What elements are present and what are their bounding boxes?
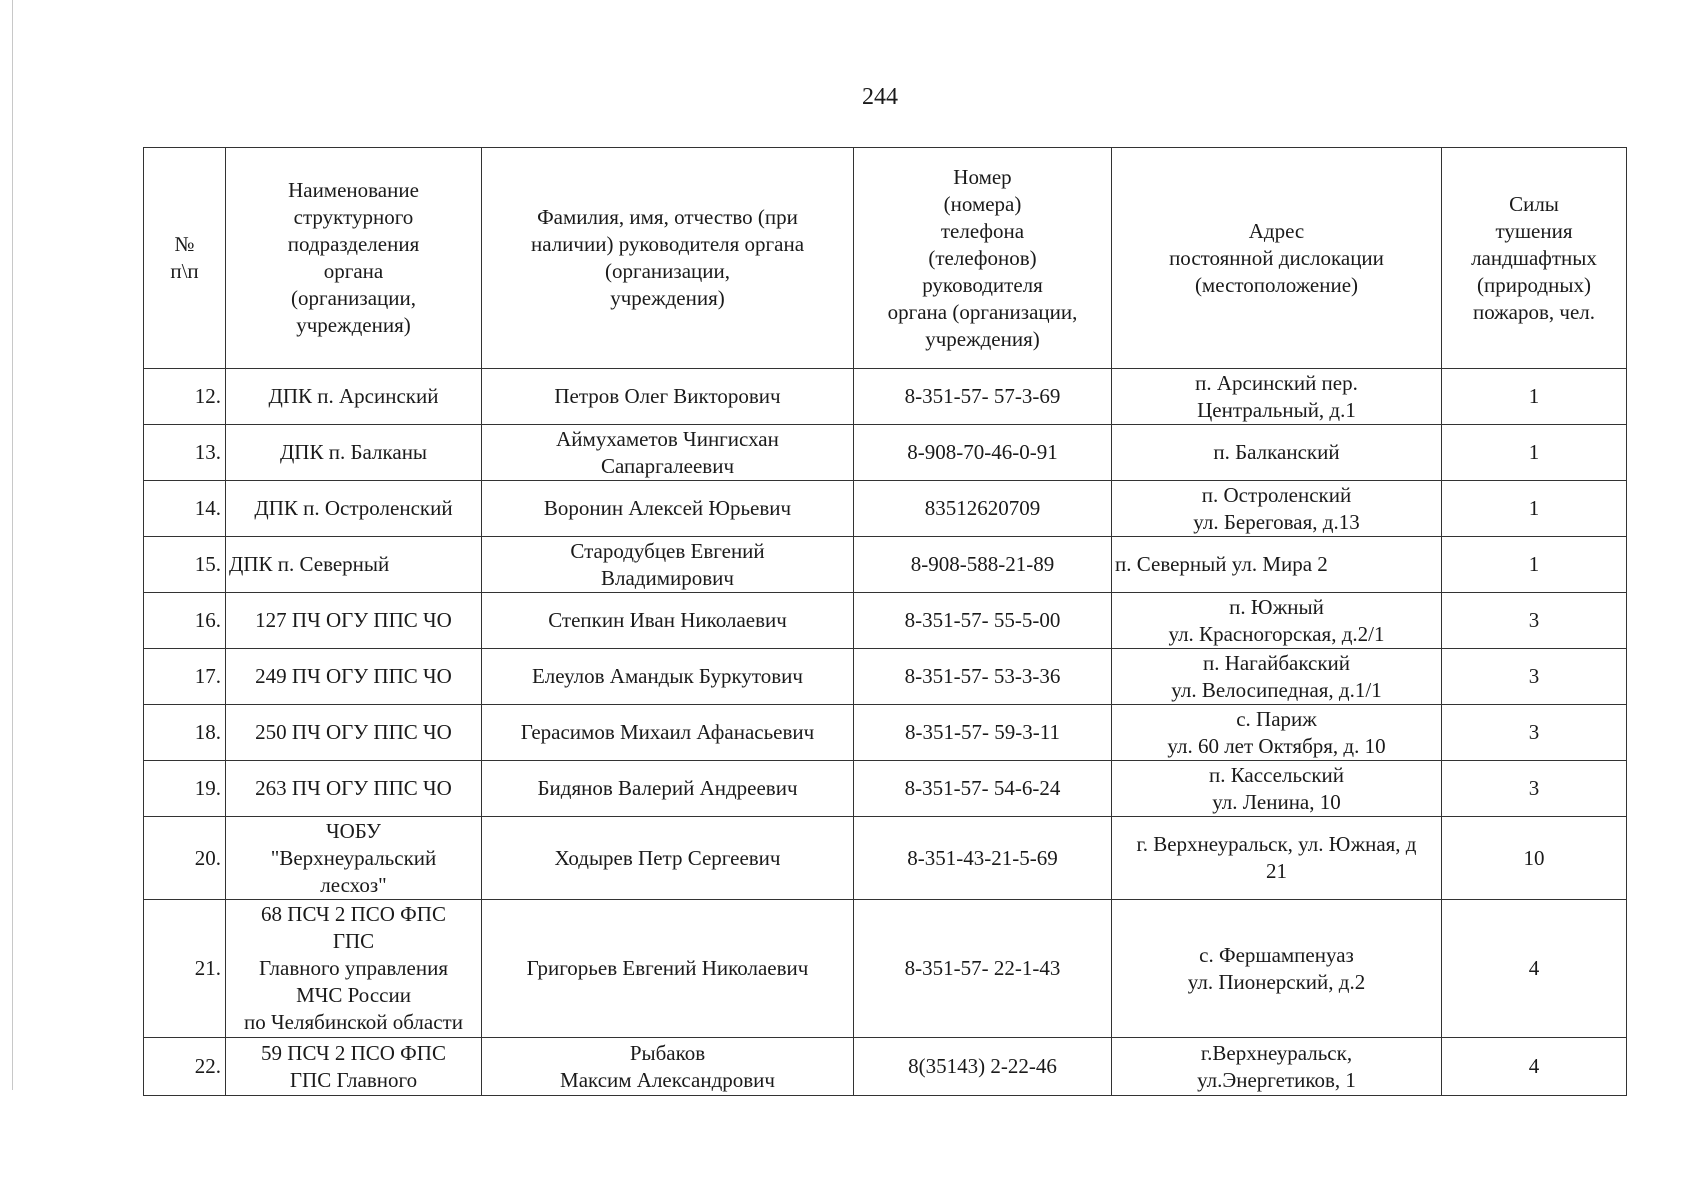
row-number: 19.: [144, 761, 226, 817]
row-forces: 4: [1442, 1038, 1627, 1096]
row-address: с. Париж ул. 60 лет Октября, д. 10: [1112, 705, 1442, 761]
row-unit-name: ДПК п. Остроленский: [226, 481, 482, 537]
row-forces: 3: [1442, 761, 1627, 817]
row-forces: 1: [1442, 425, 1627, 481]
table-header-row: [144, 148, 1627, 369]
row-unit-name: ДПК п. Северный: [226, 537, 482, 593]
row-head-name: Герасимов Михаил Афанасьевич: [482, 705, 854, 761]
table-row: [144, 649, 1627, 705]
row-forces: 3: [1442, 705, 1627, 761]
row-head-name: Рыбаков Максим Александрович: [482, 1038, 854, 1096]
row-head-name: Елеулов Амандык Буркутович: [482, 649, 854, 705]
table-row: [144, 425, 1627, 481]
header-forces: Силы тушения ландшафтных (природных) пожаров, чел.: [1442, 148, 1627, 369]
row-phone: 8-351-57- 57-3-69: [854, 369, 1112, 425]
row-head-name: Ходырев Петр Сергеевич: [482, 817, 854, 900]
row-address: п. Балканский: [1112, 425, 1442, 481]
row-number: 15.: [144, 537, 226, 593]
row-head-name: Стародубцев Евгений Владимирович: [482, 537, 854, 593]
table-row: [144, 705, 1627, 761]
row-head-name: Степкин Иван Николаевич: [482, 593, 854, 649]
row-phone: 8-351-57- 54-6-24: [854, 761, 1112, 817]
row-phone: 8-351-57- 59-3-11: [854, 705, 1112, 761]
row-number: 20.: [144, 817, 226, 900]
row-head-name: Григорьев Евгений Николаевич: [482, 900, 854, 1038]
header-number: № п\п: [144, 148, 226, 369]
row-address: п. Остроленский ул. Береговая, д.13: [1112, 481, 1442, 537]
row-forces: 4: [1442, 900, 1627, 1038]
row-unit-name: 59 ПСЧ 2 ПСО ФПС ГПС Главного: [226, 1038, 482, 1096]
row-head-name: Бидянов Валерий Андреевич: [482, 761, 854, 817]
row-unit-name: ЧОБУ "Верхнеуральский лесхоз": [226, 817, 482, 900]
table-row: [144, 817, 1627, 900]
row-forces: 3: [1442, 593, 1627, 649]
row-phone: 8(35143) 2-22-46: [854, 1038, 1112, 1096]
row-phone: 8-908-588-21-89: [854, 537, 1112, 593]
row-address: п. Южный ул. Красногорская, д.2/1: [1112, 593, 1442, 649]
fire-forces-table: [143, 147, 1627, 1096]
scan-edge-line: [12, 0, 13, 1090]
header-address: Адрес постоянной дислокации (местоположение): [1112, 148, 1442, 369]
row-unit-name: 249 ПЧ ОГУ ППС ЧО: [226, 649, 482, 705]
row-forces: 1: [1442, 369, 1627, 425]
row-forces: 3: [1442, 649, 1627, 705]
header-unit-name: Наименование структурного подразделения органа (организации, учреждения): [226, 148, 482, 369]
row-address: г.Верхнеуральск, ул.Энергетиков, 1: [1112, 1038, 1442, 1096]
row-phone: 8-351-57- 55-5-00: [854, 593, 1112, 649]
row-phone: 8-908-70-46-0-91: [854, 425, 1112, 481]
row-unit-name: 263 ПЧ ОГУ ППС ЧО: [226, 761, 482, 817]
table-row: [144, 761, 1627, 817]
table-row: [144, 481, 1627, 537]
row-number: 16.: [144, 593, 226, 649]
row-address: с. Фершампенуаз ул. Пионерский, д.2: [1112, 900, 1442, 1038]
row-address: г. Верхнеуральск, ул. Южная, д 21: [1112, 817, 1442, 900]
row-head-name: Аймухаметов Чингисхан Сапаргалеевич: [482, 425, 854, 481]
row-unit-name: 250 ПЧ ОГУ ППС ЧО: [226, 705, 482, 761]
row-address: п. Арсинский пер. Центральный, д.1: [1112, 369, 1442, 425]
row-forces: 1: [1442, 537, 1627, 593]
row-unit-name: ДПК п. Арсинский: [226, 369, 482, 425]
row-number: 21.: [144, 900, 226, 1038]
table-row: [144, 900, 1627, 1038]
row-head-name: Петров Олег Викторович: [482, 369, 854, 425]
row-number: 13.: [144, 425, 226, 481]
row-phone: 8-351-57- 22-1-43: [854, 900, 1112, 1038]
row-head-name: Воронин Алексей Юрьевич: [482, 481, 854, 537]
row-address: п. Нагайбакский ул. Велосипедная, д.1/1: [1112, 649, 1442, 705]
header-head-name: Фамилия, имя, отчество (при наличии) руководителя органа (организации, учреждения): [482, 148, 854, 369]
row-forces: 10: [1442, 817, 1627, 900]
row-number: 18.: [144, 705, 226, 761]
header-phone: Номер (номера) телефона (телефонов) руководителя органа (организации, учреждения): [854, 148, 1112, 369]
row-number: 14.: [144, 481, 226, 537]
page-number: 244: [862, 84, 898, 110]
row-number: 17.: [144, 649, 226, 705]
table-row: [144, 593, 1627, 649]
row-number: 12.: [144, 369, 226, 425]
row-number: 22.: [144, 1038, 226, 1096]
row-phone: 8-351-57- 53-3-36: [854, 649, 1112, 705]
table-row: [144, 537, 1627, 593]
table-row: [144, 369, 1627, 425]
row-forces: 1: [1442, 481, 1627, 537]
row-unit-name: ДПК п. Балканы: [226, 425, 482, 481]
row-unit-name: 68 ПСЧ 2 ПСО ФПС ГПС Главного управления МЧС России по Челябинской области: [226, 900, 482, 1038]
row-phone: 8-351-43-21-5-69: [854, 817, 1112, 900]
table-row: [144, 1038, 1627, 1096]
row-unit-name: 127 ПЧ ОГУ ППС ЧО: [226, 593, 482, 649]
row-phone: 83512620709: [854, 481, 1112, 537]
row-address: п. Кассельский ул. Ленина, 10: [1112, 761, 1442, 817]
row-address: п. Северный ул. Мира 2: [1112, 537, 1442, 593]
